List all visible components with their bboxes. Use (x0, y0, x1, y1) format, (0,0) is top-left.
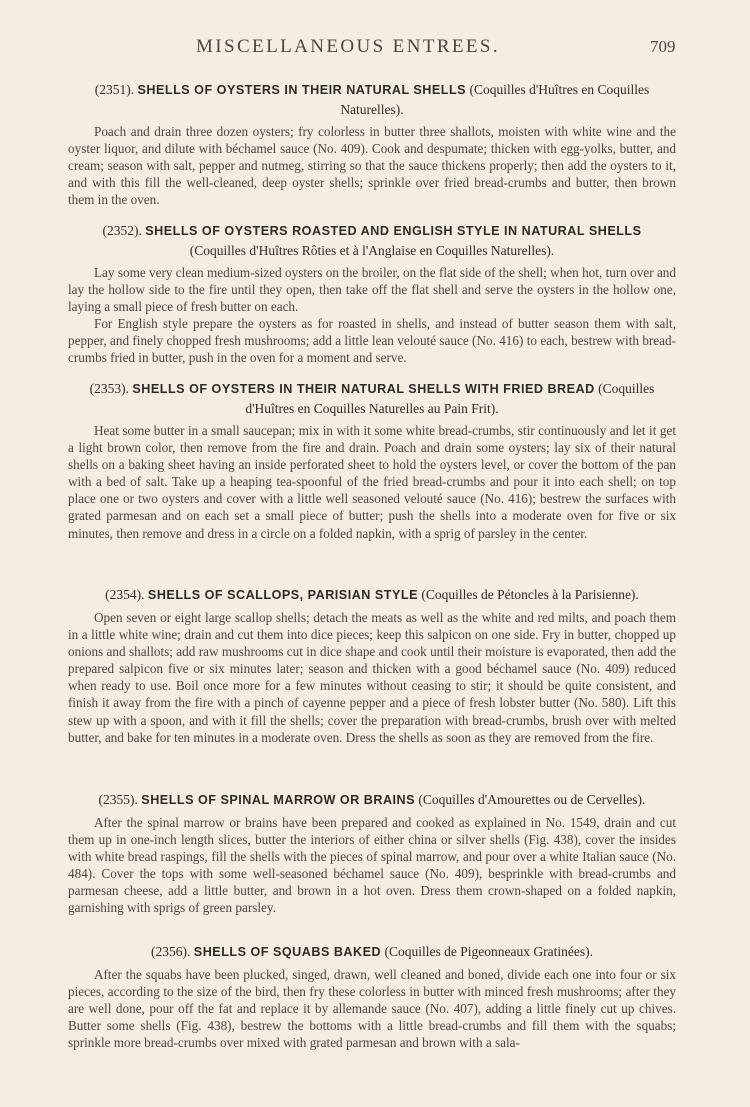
recipe-number: (2356). (151, 944, 191, 959)
recipe-title-french: (Coquilles d'Huîtres en Coquilles Naturelles). (340, 82, 650, 117)
recipe-title (68, 585, 676, 605)
recipe-number: (2353). (89, 381, 130, 396)
recipe-paragraph: After the squabs have been plucked, singed, drawn, well cleaned and boned, divide each one into four or six pieces, according to the size of the bird, then fry these colorless in butter with minced fresh mushrooms; after they are well done, pour off the fat and replace it by allemande sauce (No. 407), adding a little finely cut up chives. Butter some shells (Fig. 438), bestrew the bottoms with a little bread-crumbs and fill them with the squabs; sprinkle more bread-crumbs over mixed with grated parmesan and brown with a sala- (68, 967, 676, 1051)
recipe-title (68, 80, 676, 119)
recipe-2354 (68, 585, 676, 746)
recipe-body (68, 264, 676, 367)
recipe-number: (2351). (94, 82, 135, 97)
recipe-paragraph: After the spinal marrow or brains have been prepared and cooked as explained in No. 1549, drain and cut them up in one-inch length slices, butter the interiors of either china or silver shells (Fig. 438), cover the insides with white bread raspings, fill the shells with the pieces of spinal marrow, and pour over a white Italian sauce (No. 484). Cover the tops with some well-seasoned béchamel sauce (No. 409), besprinkle with bread-crumbs and parmesan cheese, add a little butter, and brown in a hot oven. Dress them crown-shaped on a folded napkin, garnishing with sprigs of green parsley. (68, 815, 676, 916)
recipe-title-french: (Coquilles d'Huîtres en Coquilles Naturelles au Pain Frit). (245, 381, 655, 416)
recipe-2352 (68, 221, 676, 367)
recipe-number: (2354). (105, 587, 145, 602)
recipe-title-english: SHELLS OF SPINAL MARROW OR BRAINS (141, 793, 416, 807)
recipe-title (68, 221, 676, 260)
recipe-title (68, 379, 676, 418)
recipe-title-english: SHELLS OF OYSTERS IN THEIR NATURAL SHELLS (137, 83, 467, 97)
recipe-body (68, 609, 676, 746)
recipe-title-english: SHELLS OF SCALLOPS, PARISIAN STYLE (147, 588, 418, 602)
recipe-number: (2355). (98, 792, 138, 807)
running-head (0, 36, 750, 58)
recipe-2355 (68, 790, 676, 917)
recipe-title-english: SHELLS OF OYSTERS ROASTED AND ENGLISH STYLE IN NATURAL SHELLS (145, 224, 642, 238)
recipe-paragraph: Poach and drain three dozen oysters; fry colorless in butter three shallots, moisten with white wine and the oyster liquor, and dilute with béchamel sauce (No. 409). Cook and despumate; thicken with egg-yolks, butter, and cream; season with salt, pepper and nutmeg, stirring so that the sauce thickens properly; then add the oysters to it, and with this fill the well-cleaned, deep oyster shells; sprinkle over fried bread-crumbs and butter, then brown them in the oven. (68, 124, 676, 208)
recipe-paragraph: For English style prepare the oysters as for roasted in shells, and instead of butter season them with salt, pepper, and finely chopped fresh mushrooms; add a little lean velouté sauce (No. 416) to each, bestrew with bread-crumbs fried in butter, push in the oven for a moment and serve. (68, 316, 676, 366)
recipe-paragraph: Lay some very clean medium-sized oysters on the broiler, on the flat side of the shell; when hot, turn over and lay the hollow side to the fire until they open, then take off the flat shell and serve the oysters in the hollow one, laying a small piece of fresh butter on each. (68, 265, 676, 315)
recipe-number: (2352). (102, 223, 142, 238)
recipe-title-english: SHELLS OF SQUABS BAKED (193, 945, 382, 959)
recipe-2356 (68, 942, 676, 1051)
recipe-title-french: (Coquilles de Pigeonneaux Gratinées). (384, 944, 593, 959)
recipe-title-english: SHELLS OF OYSTERS IN THEIR NATURAL SHELLS WITH FRIED BREAD (132, 382, 595, 396)
recipe-2353 (68, 379, 676, 542)
recipe-body (68, 966, 676, 1051)
recipe-paragraph: Open seven or eight large scallop shells; detach the meats as well as the white and red milts, and poach them in a little white wine; drain and cut them into dice pieces; keep this salpicon on one side. Fry in butter, chopped up onions and shallots; add raw mushrooms cut in dice shape and cook until their moisture is evaporated, then add the prepared salpicon five or six minutes later; season and thicken with a good béchamel sauce (No. 409) reduced when ready to use. Boil once more for a few minutes without ceasing to stir; it should be quite consistent, and finish it away from the fire with a pinch of cayenne pepper and a piece of fresh lobster butter (No. 580). Lift this stew up with a spoon, and with it fill the shells; cover the preparation with bread-crumbs, brush over with melted butter, and bake for ten minutes in a moderate oven. Dress the shells as soon as they are removed from the fire. (68, 610, 676, 745)
running-title: MISCELLANEOUS ENTREES. (196, 36, 501, 57)
recipe-title (68, 790, 676, 810)
recipe-title-french: (Coquilles d'Amourettes ou de Cervelles). (418, 792, 646, 807)
recipe-2351 (68, 80, 676, 208)
recipe-title-french: (Coquilles de Pétoncles à la Parisienne). (421, 587, 639, 602)
recipe-title (68, 942, 676, 962)
recipe-title-french: (Coquilles d'Huîtres Rôties et à l'Anglaise en Coquilles Naturelles). (189, 243, 555, 258)
page-number: 709 (650, 37, 676, 56)
recipe-paragraph: Heat some butter in a small saucepan; mix in with it some white bread-crumbs, stir continuously and let it get a light brown color, then remove from the fire and drain. Poach and drain some oysters; lay six of their natural shells on a baking sheet having an inside perforated sheet to hold the oysters level, or cover the bottom of the pan with a bed of salt. Take up a heaping tea-spoonful of the fried bread-crumbs and pour it into each shell; on top place one or two oysters and cover with a little well seasoned velouté sauce (No. 416); bestrew the surfaces with grated parmesan and on each set a small piece of butter; push the shells into a moderate oven for five or six minutes, then remove and dress in a circle on a folded napkin, with a sprig of parsley in the center. (68, 423, 676, 541)
recipe-body (68, 422, 676, 542)
recipe-body (68, 814, 676, 917)
recipe-body (68, 123, 676, 208)
